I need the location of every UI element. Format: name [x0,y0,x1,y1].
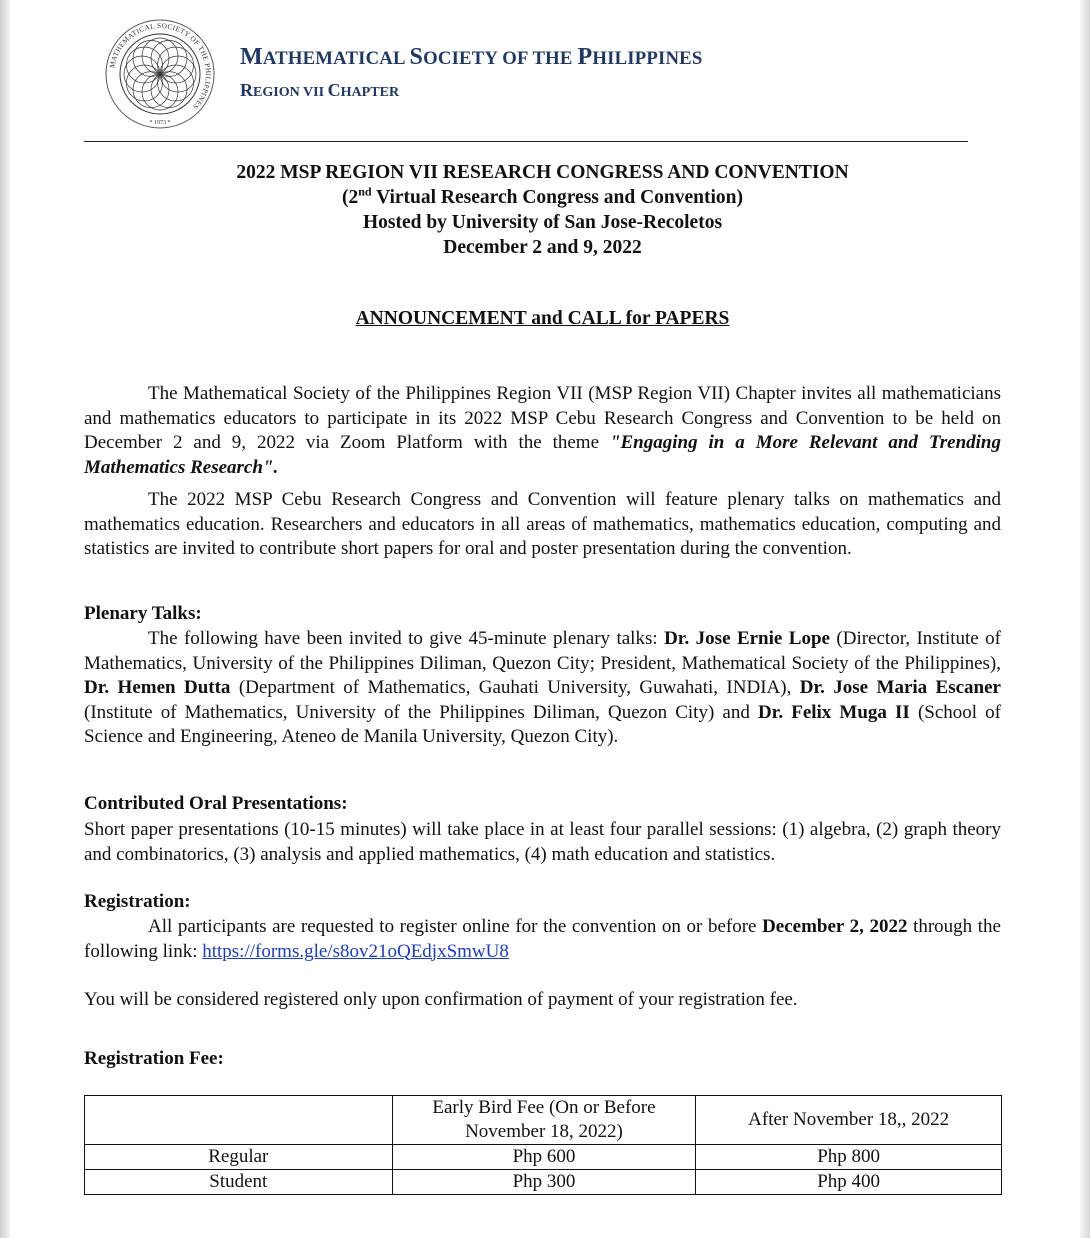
early-fee-cell: Php 300 [392,1170,696,1195]
svg-text:MATHEMATICAL SOCIETY OF THE PH: MATHEMATICAL SOCIETY OF THE PHILIPPINES [108,21,213,111]
after-fee-cell: Php 800 [696,1145,1002,1170]
event-host: Hosted by University of San Jose-Recoletos [362,212,723,233]
registration-heading: Registration: [84,891,191,912]
fee-table-header-cell: After November 18,, 2022 [696,1096,1002,1145]
plenary-heading: Plenary Talks: [84,603,202,624]
registration-link[interactable]: https://forms.gle/s8ov21oQEdjxSmwU8 [202,940,509,962]
svg-text:* 1973 *: * 1973 * [149,120,171,126]
intro-paragraph-2: The 2022 MSP Cebu Research Congress and Convention will feature plenary talks on mathematics and mathematics education. Researchers and educators in all areas of mathematics, mathematics education, computing and statistics are invited to contribute short papers for oral and poster presentation during the convention. [84,489,1001,559]
chapter-name: REGION VII CHAPTER [240,80,400,100]
fee-category-cell: Student [85,1170,393,1195]
oral-heading: Contributed Oral Presentations: [84,793,348,814]
fee-table-header-row [85,1096,1002,1145]
page-edge-right [1080,0,1090,1238]
registration-paragraph: All participants are requested to register online for the convention on or before December 2, 2022 through the following link: https://forms.gle/s8ov21oQEdjxSmwU8 [84,916,1001,962]
intro-paragraph-1: The Mathematical Society of the Philippines Region VII (MSP Region VII) Chapter invites all mathematicians and mathematics educators to participate in its 2022 MSP Cebu Research Congress and Convention to be held on December 2 and 9, 2022 via Zoom Platform with the theme "Engaging in a More Relevant and Trending Mathematics Research". [84,383,1001,478]
fee-table-header-cell [85,1096,393,1145]
oral-paragraph: Short paper presentations (10-15 minutes) will take place in at least four parallel sessions: (1) algebra, (2) graph theory and combinatorics, (3) analysis and applied mathematics, (4) math education and statistics. [84,819,1001,865]
event-title: 2022 MSP REGION VII RESEARCH CONGRESS AND CONVENTION [236,162,849,183]
early-fee-cell: Php 600 [392,1145,696,1170]
fee-table [84,1095,1002,1195]
table-row [85,1145,1002,1170]
after-fee-cell: Php 400 [696,1170,1002,1195]
header-divider [84,141,968,142]
registration-note: You will be considered registered only upon confirmation of payment of your registration fee. [84,989,798,1010]
announcement-heading: ANNOUNCEMENT and CALL for PAPERS [355,308,730,329]
event-subtitle: (2nd Virtual Research Congress and Convention) [341,184,744,208]
event-title-block [84,160,1001,260]
page-edge-left [0,0,10,1238]
msp-seal-logo [104,18,216,130]
fee-table-header-cell: Early Bird Fee (On or Before November 18, 2022) [392,1096,696,1145]
fee-heading: Registration Fee: [84,1048,224,1069]
event-dates: December 2 and 9, 2022 [443,237,642,258]
plenary-paragraph: The following have been invited to give 45-minute plenary talks: Dr. Jose Ernie Lope (Director, Institute of Mathematics, University of the Philippines Diliman, Quezon City; President, Mathematical Society of the Philippines), Dr. Hemen Dutta (Department of Mathematics, Gauhati University, Guwahati, INDIA), Dr. Jose Maria Escaner (Institute of Mathematics, University of the Philippines Diliman, Quezon City) and Dr. Felix Muga II (School of Science and Engineering, Ateneo de Manila University, Quezon City). [84,628,1001,747]
org-name: MATHEMATICAL SOCIETY OF THE PHILIPPINES [240,44,703,70]
table-row [85,1170,1002,1195]
fee-category-cell: Regular [85,1145,393,1170]
